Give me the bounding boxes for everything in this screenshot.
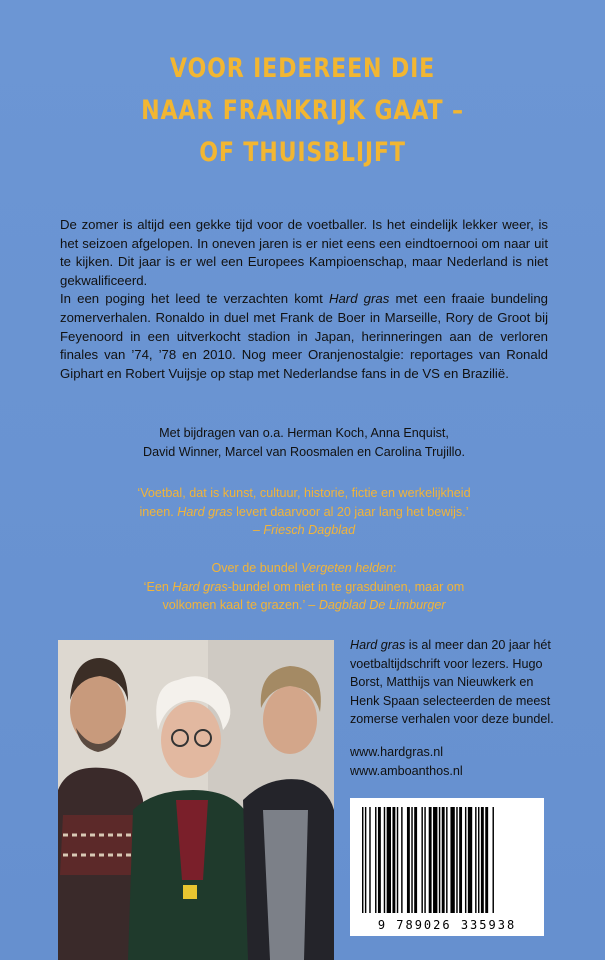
headline bbox=[54, 48, 550, 174]
quote-span: -bundel om niet in te grasduinen, maar om bbox=[227, 579, 465, 594]
headline-line-1: VOOR IEDEREEN DIE bbox=[169, 53, 436, 84]
isbn-number: 9 789026 335938 bbox=[377, 918, 517, 932]
body-text-span: In een poging het leed te verzachten komt bbox=[60, 291, 329, 307]
quote-intro bbox=[60, 559, 548, 578]
quote-span: levert daarvoor al 20 jaar lang het bewijs.’ bbox=[232, 504, 469, 519]
contributors-line-2: David Winner, Marcel van Roosmalen en Carolina Trujillo. bbox=[143, 444, 465, 459]
quote-line bbox=[60, 596, 548, 615]
editors-photo bbox=[58, 640, 334, 960]
body-text-span: met een fraaie bundeling zomerverhalen. Ronaldo in duel met Frank de Boer in Marseille, Rory de Groot bij Feyenoord in een uitverkocht stadion in Japan, herinneringen aan de verloren finales van ’74, ’78 en 2010. Nog meer Oranjenostalgie: reportages van Ronald Giphart en Robert Vuijsje op stap met Nederlandse fans in de VS en Brazilië. bbox=[60, 291, 548, 381]
magazine-title: Hard gras bbox=[177, 504, 233, 519]
body-paragraph-2 bbox=[60, 290, 548, 383]
quote-span: volkomen kaal te grazen.’ – bbox=[162, 598, 319, 612]
quote-line bbox=[60, 578, 548, 597]
magazine-title: Hard gras bbox=[328, 291, 390, 307]
editors-photo-illustration bbox=[58, 640, 334, 960]
website-hardgras[interactable]: www.hardgras.nl bbox=[350, 745, 444, 759]
quote-line bbox=[60, 503, 548, 522]
websites bbox=[350, 743, 463, 780]
quote-span: Over de bundel bbox=[211, 561, 302, 575]
barcode-bars bbox=[360, 807, 534, 913]
quote-span: ‘Een bbox=[143, 579, 173, 594]
contributors bbox=[60, 424, 548, 461]
blurb-span: is al meer dan 20 jaar hét voetbaltijdschrift voor lezers. Hugo Borst, Matthijs van Nieuwkerk en Henk Spaan selecteerden de meest zomerse verhalen voor deze bundel. bbox=[350, 638, 554, 726]
press-quote-1 bbox=[60, 484, 548, 540]
website-amboanthos[interactable]: www.amboanthos.nl bbox=[350, 763, 463, 778]
body-text bbox=[60, 216, 548, 383]
quote-source bbox=[60, 521, 548, 540]
quote-source-text: Dagblad De Limburger bbox=[318, 598, 446, 612]
quote-line: ‘Voetbal, dat is kunst, cultuur, historie, fictie en werkelijkheid bbox=[137, 486, 471, 500]
press-quote-2 bbox=[60, 559, 548, 615]
body-paragraph-1: De zomer is altijd een gekke tijd voor de voetballer. Is het eindelijk lekker weer, is het seizoen afgelopen. In oneven jaren is er niet eens een eindtoernooi om naar uit te kijken. Dit jaar is er wel een Europees Kampioenschap, maar Nederland is niet gekwalificeerd. bbox=[60, 217, 548, 288]
quote-span: ineen. bbox=[139, 504, 178, 519]
editors-blurb bbox=[350, 636, 560, 729]
quote-source-text: – Friesch Dagblad bbox=[252, 523, 356, 537]
headline-line-3: OF THUISBLIJFT bbox=[199, 137, 406, 168]
blurb-text bbox=[350, 636, 560, 729]
quote-span: : bbox=[393, 561, 397, 575]
book-title: Vergeten helden bbox=[301, 561, 394, 575]
isbn-barcode bbox=[350, 798, 544, 936]
magazine-title: Hard gras bbox=[172, 579, 228, 594]
headline-line-2: NAAR FRANKRIJK GAAT – bbox=[141, 95, 464, 126]
contributors-line-1: Met bijdragen van o.a. Herman Koch, Anna Enquist, bbox=[159, 426, 449, 440]
magazine-title: Hard gras bbox=[350, 638, 406, 652]
